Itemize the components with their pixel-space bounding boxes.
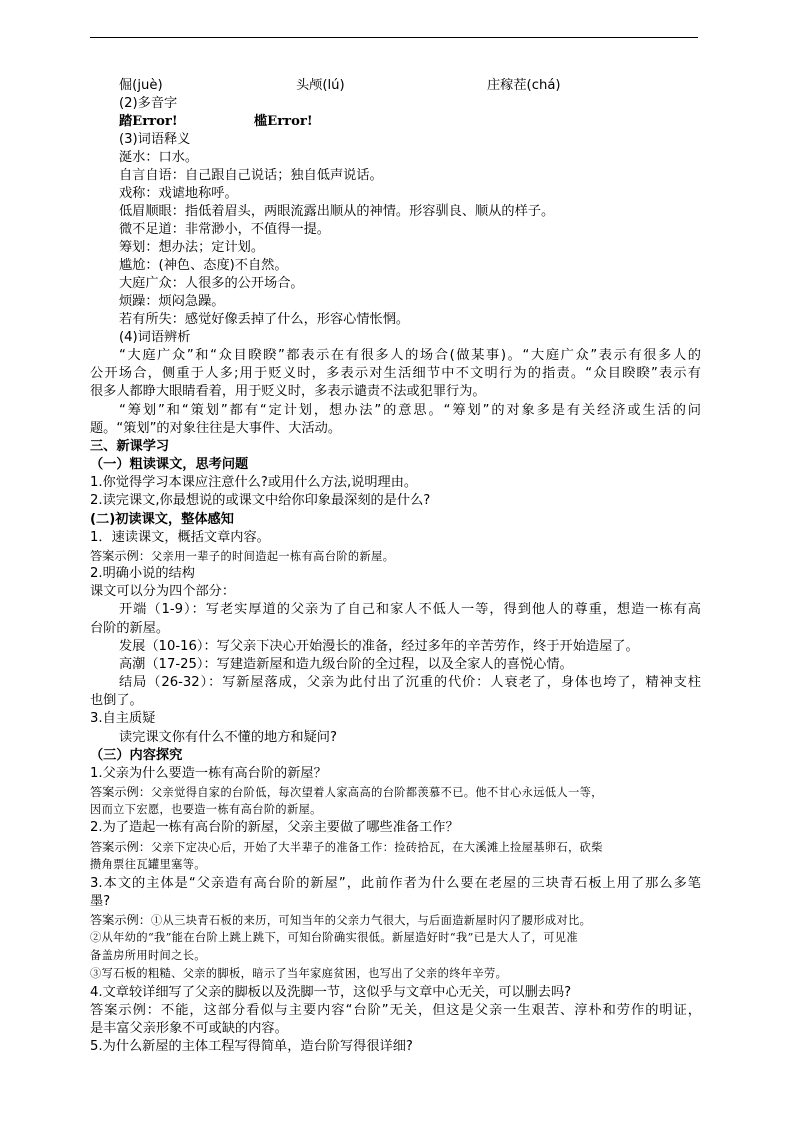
structure-item: 发展（10-16）：写父亲下决心开始漫长的准备，经过多年的辛苦劳作，终于开始造屋了。 [119, 639, 639, 654]
vocab-item: 涎水：口水。 [119, 150, 199, 165]
part-1-heading: （一）粗读课文，思考问题 [90, 457, 249, 472]
distinguish-para-2: 题。“策划”的对象往往是大事件、大活动。 [90, 421, 342, 436]
header-rule [90, 37, 698, 38]
question: 4.文章较详细写了父亲的脚板以及洗脚一节，这似乎与文章中心无关，可以删去吗? [90, 985, 572, 1000]
section-polyphonic-title: (2)多音字 [119, 96, 178, 111]
vocab-item: 若有所失：感觉好像丢掉了什么，形容心情怅惘。 [119, 312, 410, 327]
answer-label: 答案示例： [90, 549, 151, 563]
section-vocab-title: (3)词语释义 [119, 132, 191, 147]
answer-text: 因而立下宏愿，也要造一栋有高台阶的新屋。 [90, 803, 322, 816]
vocab-item: 戏称：戏谑地称呼。 [119, 186, 238, 201]
vocab-item: 自言自语：自己跟自己说话；独自低声说话。 [119, 168, 383, 183]
answer-example [90, 911, 591, 930]
section-new-lesson-heading: 三、新课学习 [90, 439, 170, 454]
answer-example [90, 783, 603, 802]
structure-item: 也倒了。 [90, 693, 143, 708]
answer-text: 父亲觉得自家的台阶低，每次望着人家高高的台阶都羡慕不已。他不甘心永远低人一等， [150, 786, 603, 799]
answer-example [90, 838, 603, 857]
structure-item: 开端（1-9）：写老实厚道的父亲为了自己和家人不低人一等，得到他人的尊重，想造一栋有高 [119, 602, 701, 617]
answer-text: 是丰富父亲形象不可或缺的内容。 [90, 1021, 288, 1036]
distinguish-para-1: 很多人都睁大眼睛看着，用于贬义时，多表示谴责不法或犯罪行为。 [90, 384, 486, 399]
pinyin-cha: 庄稼茬(chá) [487, 78, 561, 93]
distinguish-para-1: “大庭广众”和“众目睽睽”都表示在有很多人的场合(做某事)。“大庭广众”表示有很多人的 [119, 348, 701, 363]
structure-intro: 课文可以分为四个部分： [90, 584, 236, 599]
pinyin-lu: 头颅(lú) [296, 78, 345, 93]
answer-text: ①从三块青石板的来历，可知当年的父亲力气很大，与后面造新屋时闪了腰形成对比。 [150, 914, 592, 927]
question: 1．速读课文，概括文章内容。 [90, 530, 270, 545]
question: 3.本文的主体是“父亲造有高台阶的新屋”，此前作者为什么要在老屋的三块青石板上用了那么多笔 [90, 876, 701, 891]
answer-example [90, 547, 394, 566]
section-distinguish-title: (4)词语辨析 [119, 330, 191, 345]
answer-text: 父亲用一辈子的时间造起一栋有高台阶的新屋。 [150, 550, 395, 563]
question: 5.为什么新屋的主体工程写得简单，造台阶写得很详细? [90, 1039, 413, 1054]
pinyin-jue: 倔(juè) [119, 78, 163, 93]
question: 3.自主质疑 [90, 711, 156, 726]
question: 2.明确小说的结构 [90, 566, 195, 581]
vocab-item: 尴尬：(神色、态度)不自然。 [119, 258, 288, 273]
polyphonic-jian: 槛Error! [254, 114, 313, 129]
answer-text: ③写石板的粗糙、父亲的脚板，暗示了当年家庭贫困，也写出了父亲的终年辛劳。 [90, 967, 508, 980]
answer-text: ②从年幼的“我”能在台阶上跳上跳下，可知台阶确实很低。新屋造好时“我”已是大人了，可见准 [90, 931, 578, 944]
vocab-item: 低眉顺眼：指低着眉头，两眼流露出顺从的神情。形容驯良、顺从的样子。 [119, 204, 555, 219]
question: 1.父亲为什么要造一栋有高台阶的新屋？ [90, 766, 327, 781]
distinguish-para-1: 公开场合，侧重于人多;用于贬义时，多表示对生活细节中不文明行为的指责。“众目睽睽”表示有 [90, 366, 701, 381]
answer-text: 攒角票往瓦罐里塞等。 [90, 858, 206, 871]
answer-text: 答案示例：不能，这部分看似与主要内容“台阶”无关，但这是父亲一生艰苦、淳朴和劳作的明证， [90, 1003, 701, 1018]
vocab-item: 筹划：想办法；定计划。 [119, 240, 265, 255]
question: 2.为了造起一栋有高台阶的新屋，父亲主要做了哪些准备工作？ [90, 820, 459, 835]
structure-item: 台阶的新屋。 [90, 621, 170, 636]
question-text: 读完课文你有什么不懂的地方和疑问? [119, 730, 337, 745]
part-3-heading: （三）内容探究 [90, 748, 183, 763]
answer-text: 父亲下定决心后，开始了大半辈子的准备工作：捡砖拾瓦，在大溪滩上捡屋基卵石，砍柴 [150, 841, 603, 854]
vocab-item: 烦躁：烦闷急躁。 [119, 294, 225, 309]
structure-item: 高潮（17-25）：写建造新屋和造九级台阶的全过程，以及全家人的喜悦心情。 [119, 657, 573, 672]
vocab-item: 大庭广众：人很多的公开场合。 [119, 276, 304, 291]
polyphonic-ta: 踏Error! [119, 114, 178, 129]
answer-label: 答案示例： [90, 840, 151, 854]
question: 墨? [90, 894, 111, 909]
question: 2.读完课文,你最想说的或课文中给你印象最深刻的是什么? [90, 493, 431, 508]
vocab-item: 微不足道：非常渺小，不值得一提。 [119, 222, 330, 237]
question: 1.你觉得学习本课应注意什么?或用什么方法,说明理由。 [90, 475, 418, 490]
part-2-heading: (二)初读课文，整体感知 [90, 512, 234, 527]
answer-text: 备盖房所用时间之长。 [90, 949, 206, 962]
distinguish-para-2: “筹划”和“策划”都有“定计划，想办法”的意思。“筹划”的对象多是有关经济或生活的问 [119, 403, 701, 418]
answer-label: 答案示例： [90, 913, 151, 927]
answer-label: 答案示例： [90, 785, 151, 799]
structure-item: 结局（26-32）：写新屋落成，父亲为此付出了沉重的代价：人衰老了，身体也垮了，精神支柱 [119, 675, 701, 690]
